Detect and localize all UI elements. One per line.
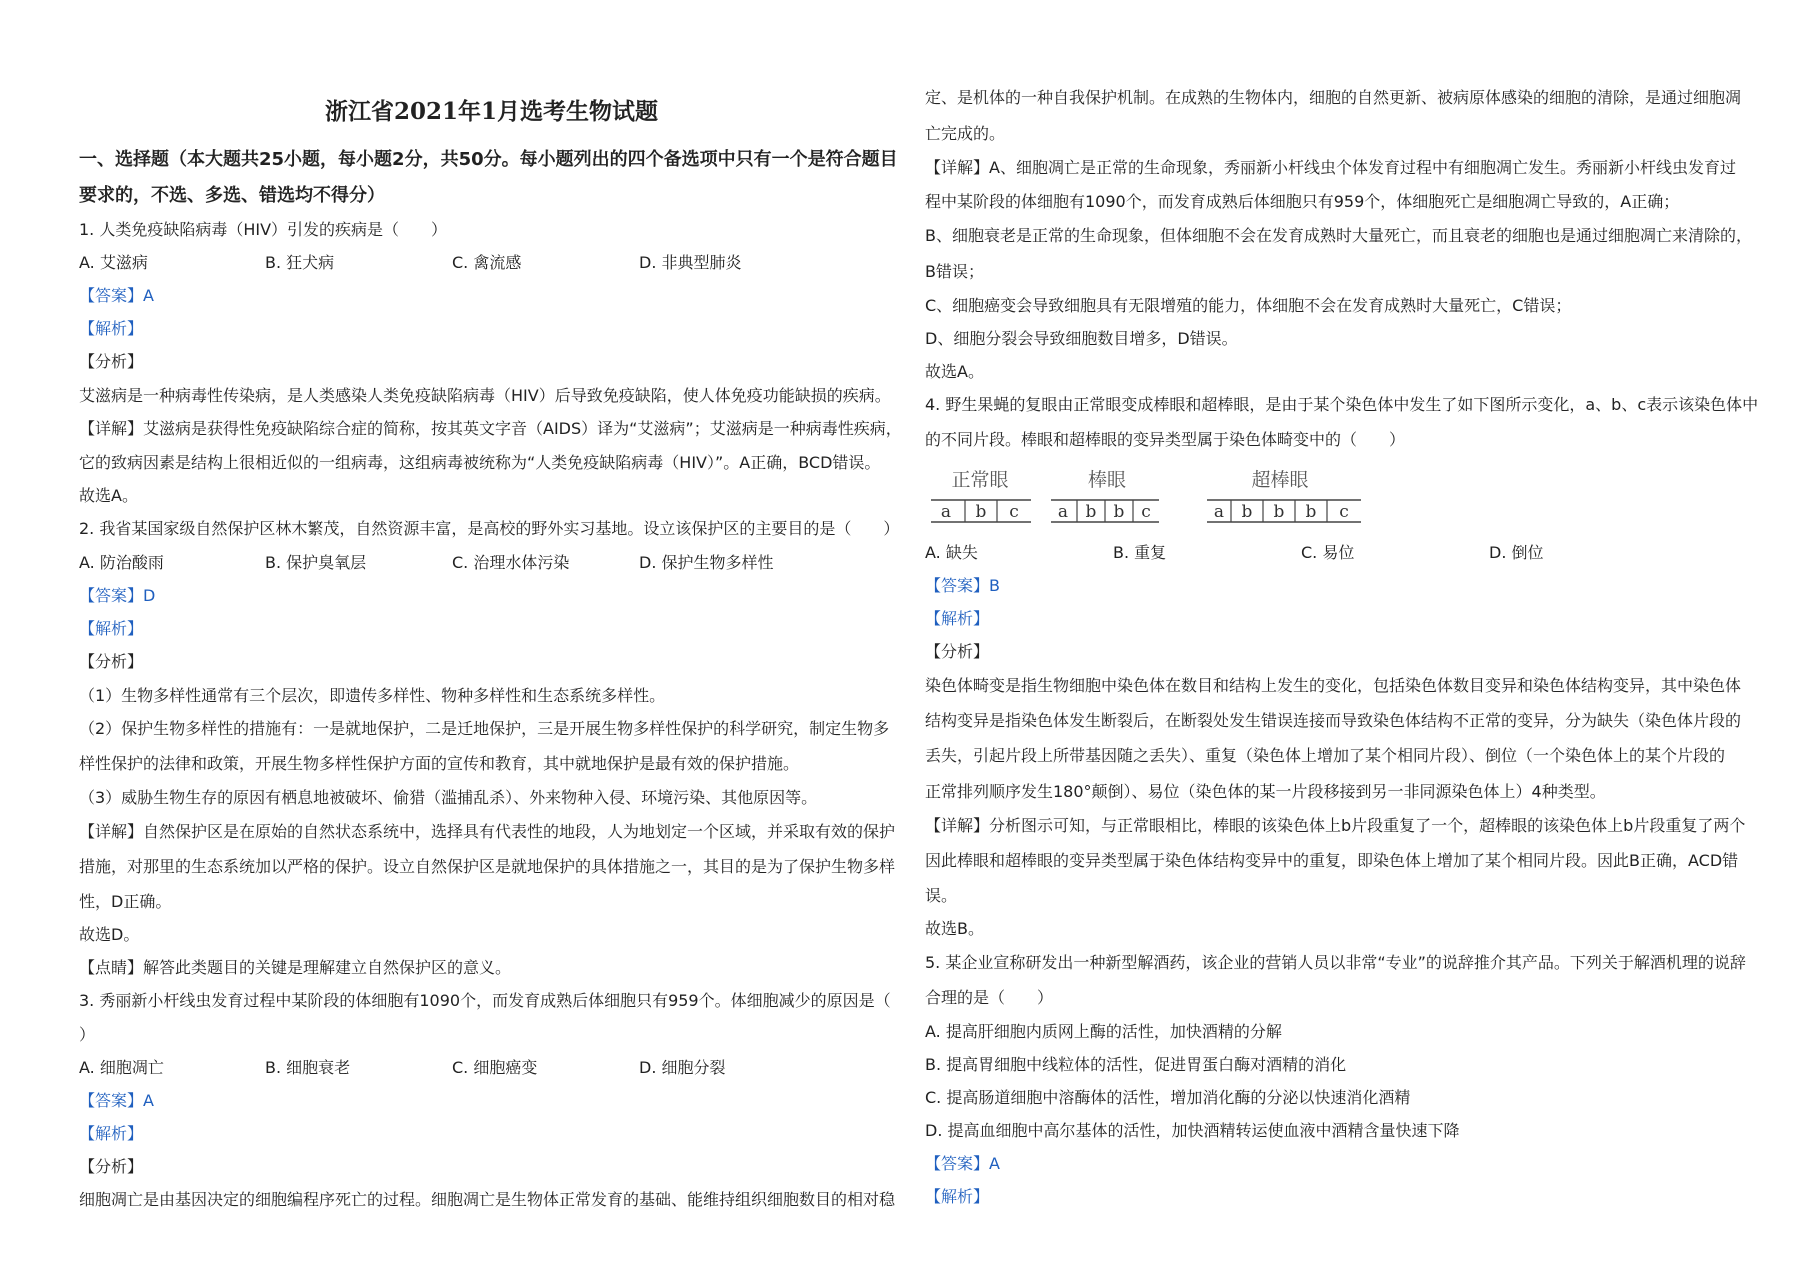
q4-option-c: C. 易位 xyxy=(1301,543,1355,562)
q1-detail-line-2: 它的致病因素是结构上很相近似的一组病毒，这组病毒被统称为“人类免疫缺陷病毒（HIV）”。A正确，BCD错误。 xyxy=(79,453,881,472)
q4-detail-line-1: 【详解】分析图示可知，与正常眼相比，棒眼的该染色体上b片段重复了一个，超棒眼的该染色体上b片段重复了两个 xyxy=(925,816,1746,835)
q2-detail-line-4: 故选D。 xyxy=(79,925,140,944)
q5-option-c: C. 提高肠道细胞中溶酶体的活性，增加消化酶的分泌以快速消化酒精 xyxy=(925,1088,1411,1107)
q2-dianjing: 【点睛】解答此类题目的关键是理解建立自然保护区的意义。 xyxy=(79,958,512,977)
q4-option-d: D. 倒位 xyxy=(1489,543,1544,562)
q2-detail-line-2: 措施，对那里的生态系统加以严格的保护。设立自然保护区是就地保护的具体措施之一，其目的是为了保护生物多样 xyxy=(79,857,896,876)
q2-option-b: B. 保护臭氧层 xyxy=(265,553,367,572)
diagram-seg: c xyxy=(1339,502,1349,522)
q3-detail-line-2: 程中某阶段的体细胞有1090个，而发育成熟后体细胞只有959个，体细胞死亡是细胞凋亡导致的，A正确； xyxy=(925,192,1680,211)
diagram-seg: b xyxy=(1273,502,1285,522)
diagram-normal-eye xyxy=(931,469,1031,522)
diagram-label-normal: 正常眼 xyxy=(951,469,1009,491)
q3-option-c: C. 细胞癌变 xyxy=(452,1058,538,1077)
q1-option-b: B. 狂犬病 xyxy=(265,253,335,272)
q5-jiexi-label: 【解析】 xyxy=(925,1187,990,1206)
q3-fenxi-line-3: 亡完成的。 xyxy=(925,124,1006,143)
q3-stem-line-2: ） xyxy=(79,1025,96,1044)
q2-option-d: D. 保护生物多样性 xyxy=(639,553,774,572)
q5-stem-line-2: 合理的是（ ） xyxy=(925,988,1054,1007)
section-heading-line-2: 要求的，不选、多选、错选均不得分） xyxy=(79,185,385,206)
q1-detail-line-3: 故选A。 xyxy=(79,486,138,505)
diagram-seg: a xyxy=(1057,502,1069,522)
q2-fenxi-line-1: （1）生物多样性通常有三个层次，即遗传多样性、物种多样性和生态系统多样性。 xyxy=(79,686,666,705)
q4-fenxi-line-1: 染色体畸变是指生物细胞中染色体在数目和结构上发生的变化，包括染色体数目变异和染色体结构变异，其中染色体 xyxy=(925,676,1742,695)
q2-stem: 2. 我省某国家级自然保护区林木繁茂，自然资源丰富，是高校的野外实习基地。设立该保护区的主要目的是（ ） xyxy=(79,519,900,538)
q1-option-a: A. 艾滋病 xyxy=(79,253,148,272)
diagram-bar-eye xyxy=(1051,469,1159,522)
q2-fenxi-line-4: （3）威胁生物生存的原因有栖息地被破坏、偷猎（滥捕乱杀）、外来物种入侵、环境污染、其他原因等。 xyxy=(79,788,818,807)
diagram-seg: a xyxy=(940,502,952,522)
q4-stem-line-1: 4. 野生果蝇的复眼由正常眼变成棒眼和超棒眼，是由于某个染色体中发生了如下图所示变化，a、b、c表示该染色体中 xyxy=(925,395,1759,414)
q2-jiexi-label: 【解析】 xyxy=(79,619,144,638)
q1-fenxi-label: 【分析】 xyxy=(79,352,144,371)
chromosome-diagram xyxy=(925,462,1385,532)
q4-jiexi-label: 【解析】 xyxy=(925,609,990,628)
diagram-super-bar-eye xyxy=(1207,469,1361,522)
diagram-seg: b xyxy=(1241,502,1253,522)
q3-option-a: A. 细胞凋亡 xyxy=(79,1058,164,1077)
diagram-seg: b xyxy=(1113,502,1125,522)
q3-option-d: D. 细胞分裂 xyxy=(639,1058,726,1077)
q4-detail-line-4: 故选B。 xyxy=(925,919,984,938)
q3-answer: 【答案】A xyxy=(79,1091,154,1110)
q3-fenxi-line-1: 细胞凋亡是由基因决定的细胞编程序死亡的过程。细胞凋亡是生物体正常发育的基础、能维持组织细胞数目的相对稳 xyxy=(79,1190,896,1209)
q4-fenxi-line-4: 正常排列顺序发生180°颠倒）、易位（染色体的某一片段移接到另一非同源染色体上）4种类型。 xyxy=(925,782,1606,801)
q1-fenxi-line: 艾滋病是一种病毒性传染病，是人类感染人类免疫缺陷病毒（HIV）后导致免疫缺陷，使人体免疫功能缺损的疾病。 xyxy=(79,386,891,405)
diagram-label-super-bar: 超棒眼 xyxy=(1251,469,1309,491)
q5-option-a: A. 提高肝细胞内质网上酶的活性，加快酒精的分解 xyxy=(925,1022,1282,1041)
diagram-label-bar: 棒眼 xyxy=(1087,469,1127,491)
q2-fenxi-label: 【分析】 xyxy=(79,652,144,671)
q4-option-b: B. 重复 xyxy=(1113,543,1167,562)
q3-option-b: B. 细胞衰老 xyxy=(265,1058,351,1077)
q2-detail-line-1: 【详解】自然保护区是在原始的自然状态系统中，选择具有代表性的地段，人为地划定一个区域，并采取有效的保护 xyxy=(79,822,896,841)
q2-answer: 【答案】D xyxy=(79,586,156,605)
diagram-seg: c xyxy=(1009,502,1019,522)
q1-option-d: D. 非典型肺炎 xyxy=(639,253,742,272)
q3-detail-line-3: B、细胞衰老是正常的生命现象，但体细胞不会在发育成熟时大量死亡，而且衰老的细胞也是通过细胞凋亡来清除的， xyxy=(925,226,1752,245)
q2-detail-line-3: 性，D正确。 xyxy=(79,892,172,911)
q4-detail-line-2: 因此棒眼和超棒眼的变异类型属于染色体结构变异中的重复，即染色体上增加了某个相同片段。因此B正确，ACD错 xyxy=(925,851,1739,870)
q2-fenxi-line-3: 样性保护的法律和政策，开展生物多样性保护方面的宣传和教育，其中就地保护是最有效的保护措施。 xyxy=(79,754,800,773)
q3-fenxi-line-2: 定、是机体的一种自我保护机制。在成熟的生物体内，细胞的自然更新、被病原体感染的细胞的清除，是通过细胞凋 xyxy=(925,88,1742,107)
q5-answer: 【答案】A xyxy=(925,1154,1000,1173)
page-title: 浙江省2021年1月选考生物试题 xyxy=(324,98,659,125)
q5-option-d: D. 提高血细胞中高尔基体的活性，加快酒精转运使血液中酒精含量快速下降 xyxy=(925,1121,1460,1140)
diagram-seg: c xyxy=(1141,502,1151,522)
q3-detail-line-5: C、细胞癌变会导致细胞具有无限增殖的能力，体细胞不会在发育成熟时大量死亡，C错误； xyxy=(925,296,1572,315)
q4-fenxi-line-3: 丢失，引起片段上所带基因随之丢失）、重复（染色体上增加了某个相同片段）、倒位（一个染色体上的某个片段的 xyxy=(925,746,1726,765)
section-heading-line-1: 一、选择题（本大题共25小题，每小题2分，共50分。每小题列出的四个备选项中只有一个是符合题目 xyxy=(79,149,898,170)
q3-detail-line-6: D、细胞分裂会导致细胞数目增多，D错误。 xyxy=(925,329,1238,348)
q4-fenxi-label: 【分析】 xyxy=(925,642,990,661)
q3-detail-line-7: 故选A。 xyxy=(925,362,984,381)
q4-option-a: A. 缺失 xyxy=(925,543,978,562)
q2-option-a: A. 防治酸雨 xyxy=(79,553,164,572)
q3-fenxi-label: 【分析】 xyxy=(79,1157,144,1176)
q1-answer: 【答案】A xyxy=(79,286,154,305)
q5-option-b: B. 提高胃细胞中线粒体的活性，促进胃蛋白酶对酒精的消化 xyxy=(925,1055,1347,1074)
diagram-seg: b xyxy=(975,502,987,522)
q5-stem-line-1: 5. 某企业宣称研发出一种新型解酒药，该企业的营销人员以非常“专业”的说辞推介其产品。下列关于解酒机理的说辞 xyxy=(925,953,1746,972)
q3-stem-line-1: 3. 秀丽新小杆线虫发育过程中某阶段的体细胞有1090个，而发育成熟后体细胞只有959个。体细胞减少的原因是（ xyxy=(79,991,891,1010)
diagram-seg: b xyxy=(1085,502,1097,522)
q4-stem-line-2: 的不同片段。棒眼和超棒眼的变异类型属于染色体畸变中的（ ） xyxy=(925,430,1406,449)
q4-answer: 【答案】B xyxy=(925,576,1000,595)
q4-detail-line-3: 误。 xyxy=(925,886,958,905)
q3-detail-line-4: B错误； xyxy=(925,262,984,281)
q1-detail-line-1: 【详解】艾滋病是获得性免疫缺陷综合症的简称，按其英文字音（AIDS）译为“艾滋病”；艾滋病是一种病毒性疾病， xyxy=(79,419,902,438)
diagram-seg: b xyxy=(1305,502,1317,522)
diagram-seg: a xyxy=(1213,502,1225,522)
q3-detail-line-1: 【详解】A、细胞凋亡是正常的生命现象，秀丽新小杆线虫个体发育过程中有细胞凋亡发生。秀丽新小杆线虫发育过 xyxy=(925,158,1736,177)
q1-jiexi-label: 【解析】 xyxy=(79,319,144,338)
q2-fenxi-line-2: （2）保护生物多样性的措施有：一是就地保护，二是迁地保护，三是开展生物多样性保护的科学研究，制定生物多 xyxy=(79,719,890,738)
q1-stem: 1. 人类免疫缺陷病毒（HIV）引发的疾病是（ ） xyxy=(79,220,448,239)
q2-option-c: C. 治理水体污染 xyxy=(452,553,570,572)
q4-fenxi-line-2: 结构变异是指染色体发生断裂后，在断裂处发生错误连接而导致染色体结构不正常的变异，分为缺失（染色体片段的 xyxy=(925,711,1742,730)
q1-option-c: C. 禽流感 xyxy=(452,253,522,272)
q3-jiexi-label: 【解析】 xyxy=(79,1124,144,1143)
